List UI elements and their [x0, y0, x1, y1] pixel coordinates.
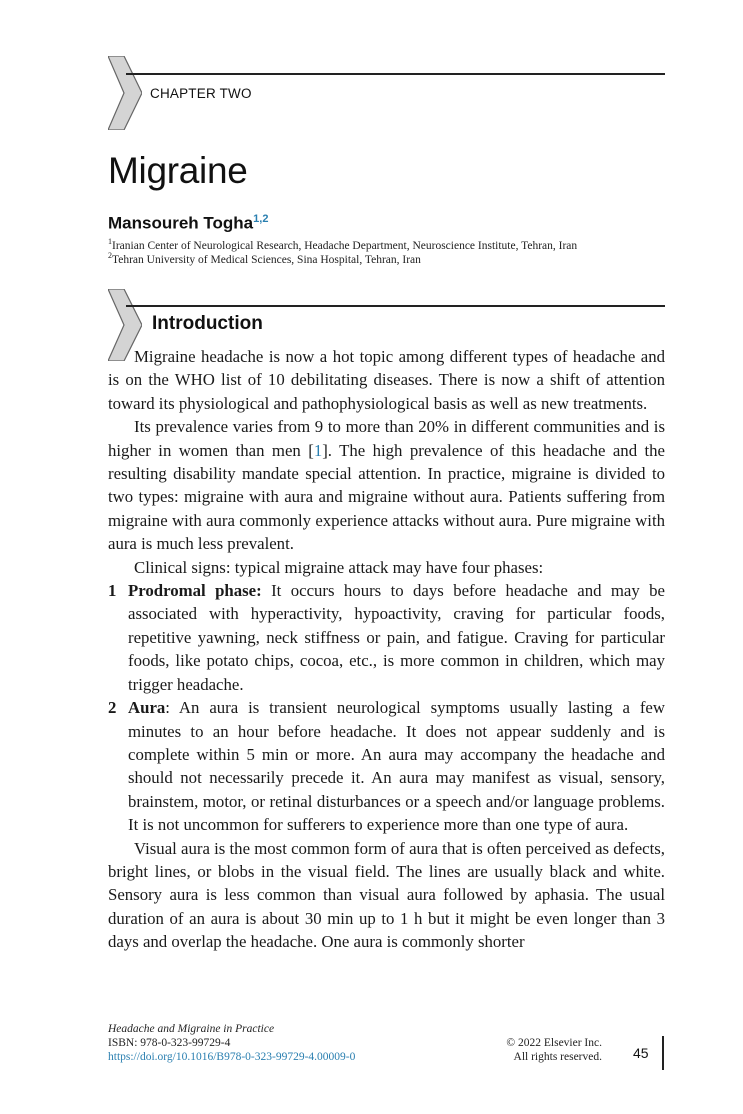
footer-citation [108, 1022, 355, 1064]
chapter-chevron-icon [108, 56, 142, 130]
page-number-rule [662, 1036, 664, 1070]
list-number: 2 [108, 698, 117, 718]
list-item: 2 Aura: An aura is transient neurological symptoms usually lasting a few minutes to an hour before headache. It does not appear suddenly and is complete within 5 min or more. An aura may accompany the headache and should not necessarily precede it. An aura may manifest as visual, sensory, brainstem, motor, or retinal disturbances or a speech and/or language problems. It is not uncommon for sufferers to experience more than one type of aura. [108, 698, 665, 835]
list-item: 1 Prodromal phase: It occurs hours to days before headache and may be associated with hyperactivity, hypoactivity, craving for particular foods, repetitive yawning, neck stiffness or pain, and fatigue. Craving for particular foods, like potato chips, cocoa, etc., is more common in children, which may trigger headache. [108, 581, 665, 694]
list-number: 1 [108, 581, 117, 601]
doi-link[interactable]: https://doi.org/10.1016/B978-0-323-99729-4.00009-0 [108, 1051, 356, 1063]
author-name: Mansoureh Togha$^{1,2}$ [108, 213, 269, 233]
paragraph: Migraine headache is now a hot topic among different types of headache and is on the WHO list of 10 debilitating diseases. There is now a shift of attention toward its physiological and pathophysiological basis as well as new treatments. [108, 347, 665, 413]
page-number: 45 [633, 1045, 649, 1061]
page-title: Migraine [108, 150, 248, 191]
paragraph: Clinical signs: typical migraine attack may have four phases: [134, 557, 544, 577]
isbn: ISBN: 978-0-323-99729-4 [108, 1037, 231, 1049]
footer-copyright: © 2022 Elsevier Inc. All rights reserved. [506, 1037, 602, 1063]
affiliation-1: $^1$Iranian Center of Neurological Research, Headache Department, Neuroscience Institute, Tehran, Iran [108, 237, 578, 252]
book-title: Headache and Migraine in Practice [108, 1023, 275, 1035]
paragraph: Visual aura is the most common form of aura that is often perceived as defects, bright lines, or blobs in the visual field. The lines are usually black and white. Sensory aura is less common than visual aura followed by aphasia. The usual duration of an aura is about 30 min up to 1 h but it might be even longer than 3 days and overlap the headache. One aura is commonly shorter [108, 838, 665, 952]
section-rule [126, 305, 665, 307]
affiliation-2: $^2$Tehran University of Medical Sciences, Sina Hospital, Tehran, Iran [108, 251, 421, 266]
list-term: Aura [128, 698, 166, 718]
author-affiliation-marks: 1,2 [253, 213, 269, 225]
section-body [108, 345, 665, 954]
chapter-rule [126, 73, 665, 75]
list-term: Prodromal phase: [128, 581, 262, 601]
chapter-label: CHAPTER TWO [150, 86, 252, 101]
citation-link[interactable]: 1 [313, 440, 323, 460]
section-heading: Introduction [152, 313, 263, 334]
paragraph: Its prevalence varies from 9 to more than 20% in different communities and is higher in women than men [1]. The high prevalence of this headache and the resulting disability mandate special attention. In practice, migraine is divided to two types: migraine with aura and migraine without aura. Patients suffering from migraine with aura commonly experience attacks without aura. Pure migraine with aura is much less prevalent. [108, 417, 666, 554]
